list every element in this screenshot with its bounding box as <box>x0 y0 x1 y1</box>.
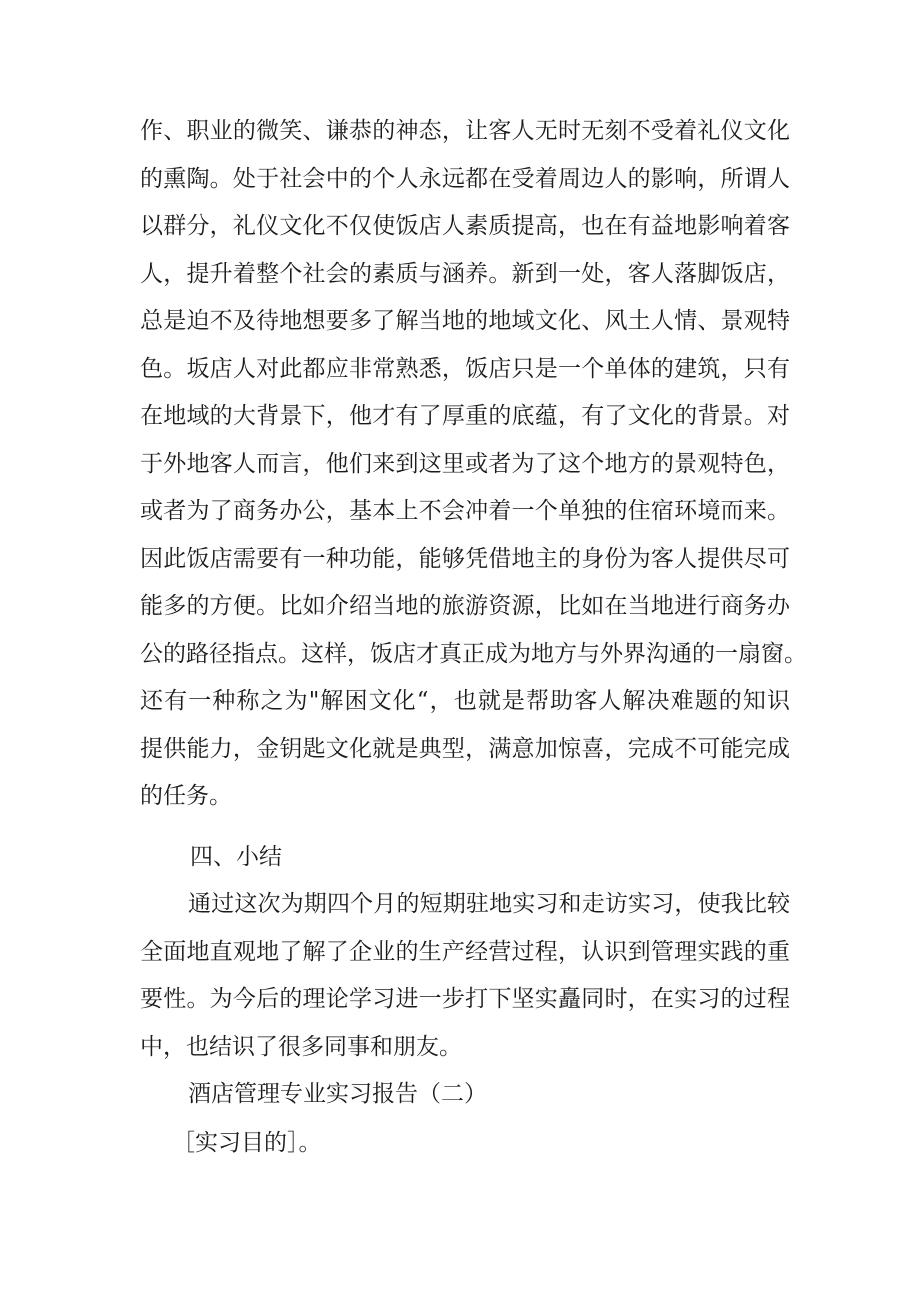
paragraph-line: 能多的方便。比如介绍当地的旅游资源，比如在当地进行商务办 <box>140 593 790 619</box>
paragraph-line: 因此饭店需要有一种功能，能够凭借地主的身份为客人提供尽可 <box>140 546 790 572</box>
paragraph-line: 于外地客人而言，他们来到这里或者为了这个地方的景观特色， <box>140 451 790 477</box>
section-heading: 四、小结 <box>190 844 282 870</box>
paragraph-line: 提供能力，金钥匙文化就是典型，满意加惊喜，完成不可能完成 <box>140 736 790 762</box>
paragraph-line: 在地域的大背景下，他才有了厚重的底蕴，有了文化的背景。对 <box>140 403 790 429</box>
paragraph-line: 全面地直观地了解了企业的生产经营过程，认识到管理实践的重 <box>140 939 790 965</box>
paragraph-line: 还有一种称之为"解困文化“，也就是帮助客人解决难题的知识 <box>140 688 790 714</box>
paragraph-line: 的任务。 <box>140 783 232 809</box>
paragraph-line: 公的路径指点。这样，饭店才真正成为地方与外界沟通的一扇窗。 <box>140 641 807 667</box>
paragraph-line: 通过这次为期四个月的短期驻地实习和走访实习，使我比较 <box>188 891 790 917</box>
paragraph-line: 作、职业的微笑、谦恭的神态，让客人无时无刻不受着礼仪文化 <box>140 118 790 144</box>
paragraph-line: 中，也结识了很多同事和朋友。 <box>140 1034 462 1060</box>
paragraph-line: 色。坂店人对此都应非常熟悉，饭店只是一个单体的建筑，只有 <box>140 356 790 382</box>
paragraph-line: 或者为了商务办公，基本上不会冲着一个单独的住宿环境而来。 <box>140 498 790 524</box>
paragraph-line: 的熏陶。处于社会中的个人永远都在受着周边人的影响，所谓人 <box>140 166 790 192</box>
paragraph-line: 人，提升着整个社会的素质与涵养。新到一处，客人落脚饭店， <box>140 261 790 287</box>
subheading-purpose: ［实习目的］。 <box>172 1130 322 1156</box>
report-title: 酒店管理专业实习报告（二） <box>188 1081 487 1107</box>
paragraph-line: 要性。为今后的理论学习进一步打下坚实矗同时，在实习的过程 <box>140 986 790 1012</box>
paragraph-line: 总是迫不及待地想要多了解当地的地域文化、风土人情、景观特 <box>140 308 790 334</box>
paragraph-line: 以群分，礼仪文化不仅使饭店人素质提高，也在有益地影响着客 <box>140 213 790 239</box>
